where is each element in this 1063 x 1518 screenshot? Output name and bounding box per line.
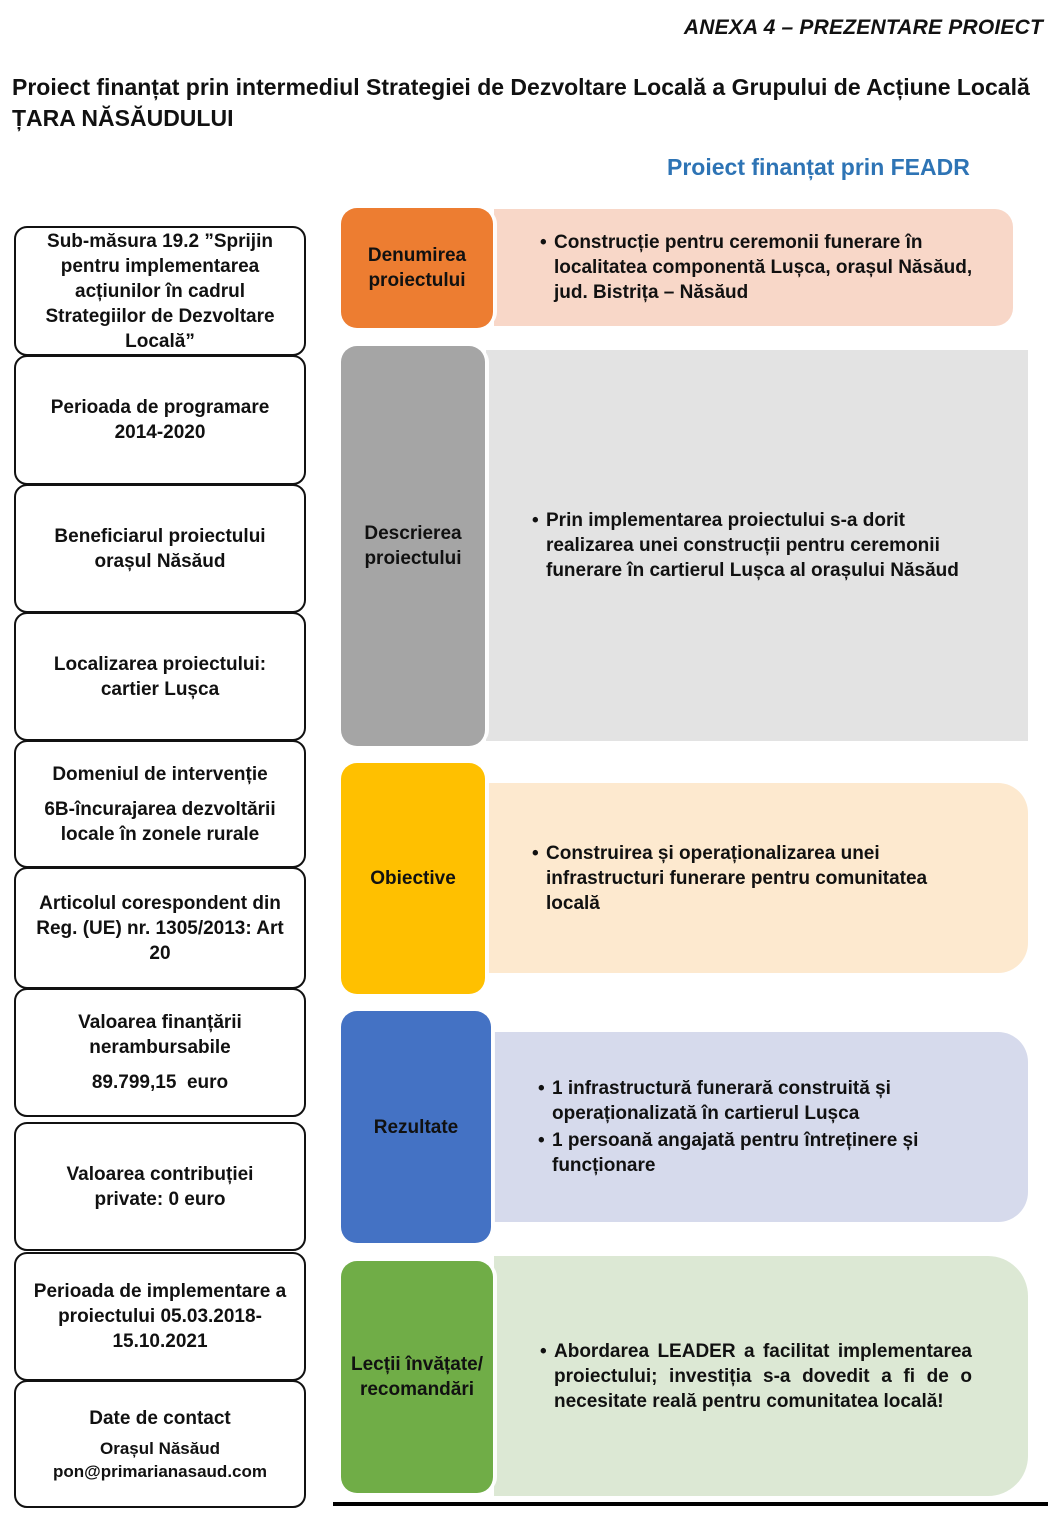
bottom-divider — [333, 1502, 1048, 1506]
lessons-content — [494, 1256, 1028, 1496]
objectives-item: • Construirea și operaționalizarea unei infrastructuri funerare pentru comunitatea locală — [532, 841, 958, 916]
objectives-content — [486, 783, 1028, 973]
article-text: Articolul corespondent din Reg. (UE) nr. 1305/2013: Art 20 — [36, 892, 284, 964]
project-description-item: • Prin implementarea proiectului s-a dorit realizarea unei construcții pentru ceremonii funerare în cartierul Lușca al orașului Năsăud — [532, 508, 988, 583]
grant-value-amount: 89.799,15 euro — [91, 1072, 229, 1093]
project-name-content — [494, 209, 1013, 326]
objectives-label — [341, 763, 485, 994]
project-description-label — [341, 346, 485, 746]
results-content — [494, 1032, 1028, 1222]
project-description-label-text: Descrierea proiectului — [364, 523, 462, 569]
implementation-period-text: Perioada de implementare a proiectului 05.03.2018-15.10.2021 — [33, 1281, 287, 1352]
beneficiary-text: Beneficiarul proiectului orașul Năsăud — [54, 525, 266, 572]
project-name-label-text: Denumirea proiectului — [367, 245, 467, 291]
contact-box — [14, 1380, 306, 1508]
article-box — [14, 867, 306, 989]
private-contribution-text: Valoarea contribuției private: 0 euro — [66, 1163, 254, 1210]
results-item-2: • 1 persoană angajată pentru întreținere și funcționare — [538, 1128, 948, 1178]
implementation-period-box — [14, 1252, 306, 1381]
grant-value-box — [14, 988, 306, 1117]
submeasure-text: Sub-măsura 19.2 ”Sprijin pentru implementarea acțiunilor în cadrul Strategiilor de Dezvoltare Locală” — [45, 230, 275, 352]
beneficiary-box — [14, 484, 306, 613]
annex-heading: ANEXA 4 – PREZENTARE PROIECT — [683, 16, 1043, 39]
submeasure-box — [14, 226, 306, 356]
results-item-1: • 1 infrastructură funerară construită și operaționalizată în cartierul Lușca — [538, 1076, 948, 1126]
project-name-label — [341, 208, 493, 328]
location-text: Localizarea proiectului: cartier Lușca — [53, 653, 267, 700]
funding-subtitle: Proiect finanțat prin FEADR — [667, 154, 970, 180]
grant-value-title: Valoarea finanțării nerambursabile — [78, 1012, 242, 1058]
contact-title: Date de contact — [89, 1407, 231, 1429]
intervention-domain-box — [14, 740, 306, 868]
intervention-domain-title: Domeniul de intervenție — [52, 763, 268, 785]
intervention-domain-value: 6B-încurajarea dezvoltării locale în zonele rurale — [44, 798, 276, 845]
contact-email[interactable]: pon@primarianasaud.com — [52, 1461, 267, 1481]
contact-name: Orașul Năsăud — [100, 1438, 220, 1458]
project-description-content — [486, 350, 1028, 741]
objectives-label-text: Obiective — [370, 868, 456, 889]
results-label-text: Rezultate — [373, 1116, 459, 1138]
location-box — [14, 612, 306, 741]
programming-period-text: Perioada de programare 2014-2020 — [50, 397, 270, 443]
private-contribution-box — [14, 1122, 306, 1251]
lessons-label — [341, 1261, 493, 1493]
results-label — [341, 1011, 491, 1243]
programming-period-box — [14, 355, 306, 485]
lessons-label-text: Lecții învățate/ recomandări — [351, 1354, 483, 1400]
document-title: Proiect finanțat prin intermediul Strategiei de Dezvoltare Locală a Grupului de Acțiune Locală ȚARA NĂSĂUDULUI — [12, 74, 1030, 131]
lessons-item: • Abordarea LEADER a facilitat implementarea proiectului; investiția s-a dovedit a fi de o necesitate reală pentru comunitatea locală! — [540, 1339, 972, 1414]
project-name-item: • Construcție pentru ceremonii funerare în localitatea componentă Lușca, orașul Năsăud, jud. Bistrița – Năsăud — [540, 230, 973, 305]
